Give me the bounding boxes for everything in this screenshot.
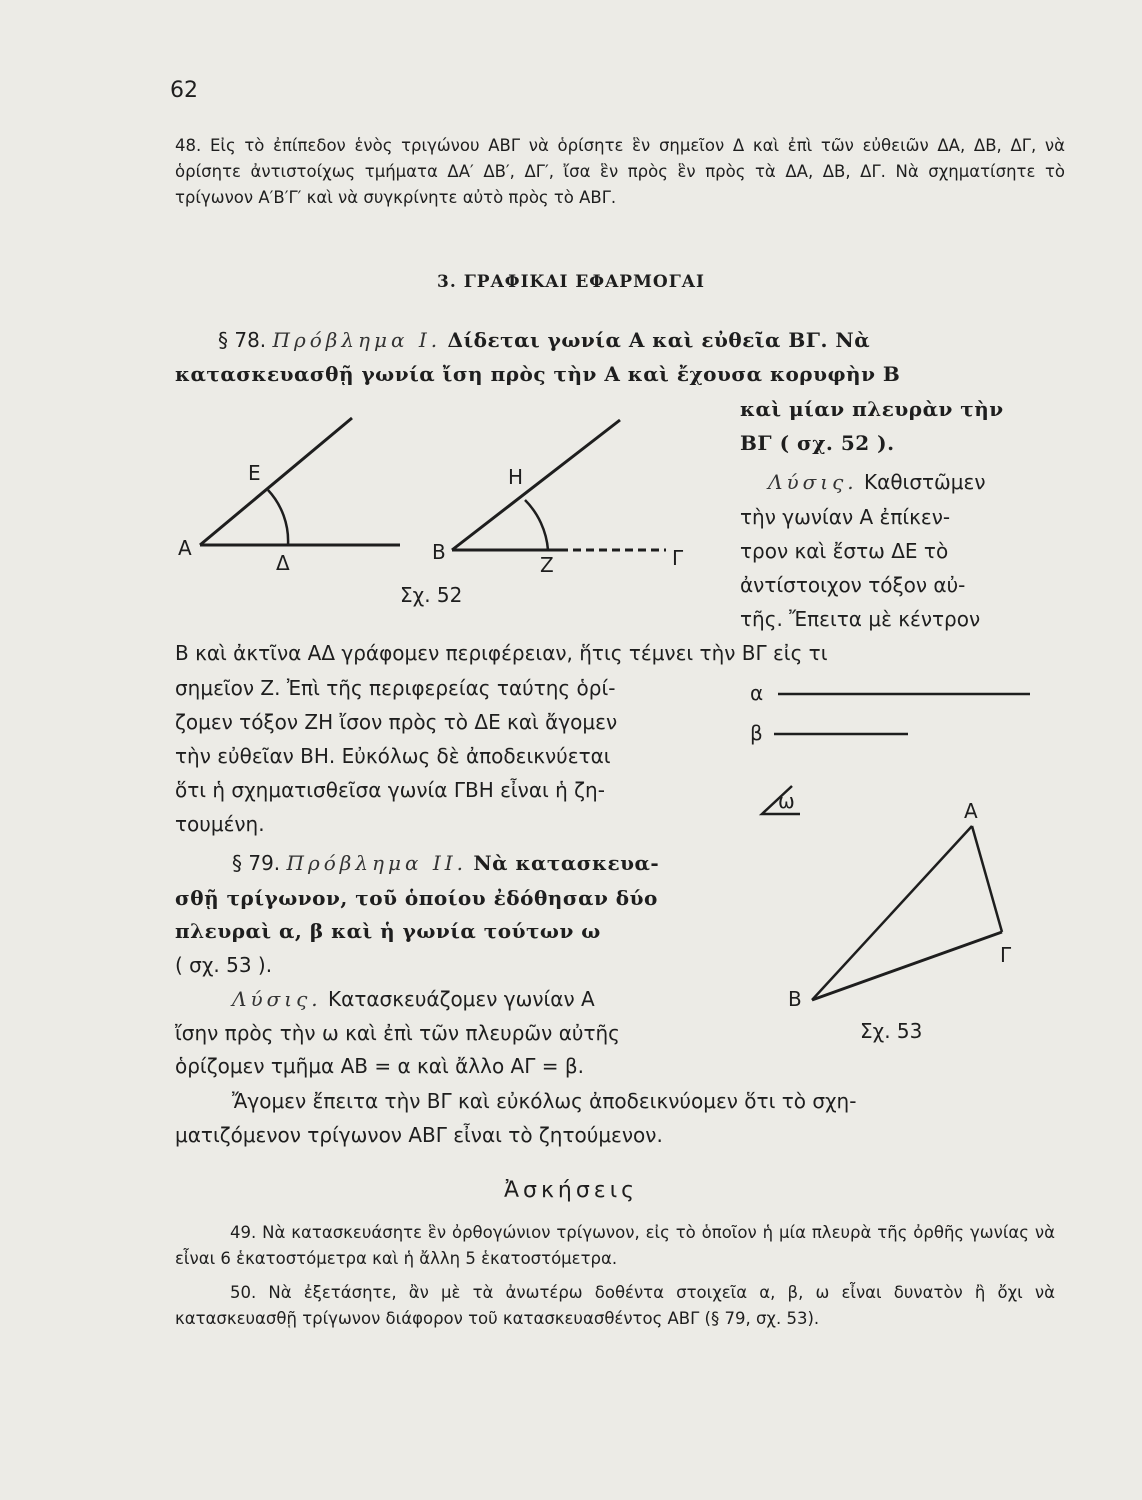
problem-78-line1 bbox=[218, 328, 870, 352]
fig53-caption: Σχ. 53 bbox=[860, 1019, 923, 1043]
problem-78-solution-line-3: ἀντίστοιχον τόξον αὐ- bbox=[740, 573, 966, 597]
fig52-arc-de bbox=[268, 490, 288, 545]
problem-79-solution-label: Λύσις. bbox=[232, 987, 322, 1011]
problem-78-number: § 78. bbox=[218, 328, 267, 352]
exercise-50: 50. Νὰ ἐξετάσητε, ἂν μὲ τὰ ἀνωτέρω δοθέντα στοιχεῖα α, β, ω εἶναι δυνατὸν ἢ ὄχι νὰ κατασκευασθῇ τρίγωνον διάφορον τοῦ κατασκευασθέντος ΑΒΓ (§ 79, σχ. 53). bbox=[175, 1283, 1055, 1329]
fig52-label-d: Δ bbox=[276, 551, 290, 575]
problem-79-solution-line-1: ἴσην πρὸς τὴν ω καὶ ἐπὶ τῶν πλευρῶν αὐτῆς bbox=[175, 1021, 620, 1045]
problem-79-statement-2: πλευραὶ α, β καὶ ἡ γωνία τούτων ω bbox=[175, 919, 601, 943]
fig53-label-omega: ω bbox=[778, 789, 795, 813]
fig52-label-a: Α bbox=[178, 536, 192, 560]
fig53-label-a: Α bbox=[964, 799, 978, 823]
problem-78-label: Πρόβλημα Ι. bbox=[272, 328, 442, 352]
fig52-label-g: Γ bbox=[672, 546, 684, 570]
problem-78-statement-3: καὶ μίαν πλευρὰν τὴν bbox=[740, 397, 1004, 421]
exercise-48: 48. Εἰς τὸ ἐπίπεδον ἑνὸς τριγώνου ΑΒΓ νὰ ὁρίσητε ἓν σημεῖον Δ καὶ ἐπὶ τῶν εὐθειῶν ΔΑ, ΔΒ, ΔΓ, νὰ ὁρίσητε ἀντιστοίχως τμήματα ΔΑ′ ΔΒ′, ΔΓ′, ἴσα ἓν πρὸς ἓν πρὸς τὰ ΔΑ, ΔΒ, ΔΓ. Νὰ σχηματίσητε τὸ τρίγωνον Α′Β′Γ′ καὶ νὰ συγκρίνητε αὐτὸ πρὸς τὸ ΑΒΓ. bbox=[175, 136, 1065, 208]
problem-78-statement-4: ΒΓ ( σχ. 52 ). bbox=[740, 431, 895, 455]
fig52-caption: Σχ. 52 bbox=[400, 583, 463, 607]
fig52-label-b: Β bbox=[432, 540, 446, 564]
fig53-side-bg bbox=[812, 932, 1002, 1000]
problem-78-statement-1: Δίδεται γωνία Α καὶ εὐθεῖα ΒΓ. Νὰ bbox=[447, 328, 871, 352]
problem-78-solution-line-4: τῆς. Ἔπειτα μὲ κέντρον bbox=[740, 607, 981, 631]
problem-78-solution-line-2: τρον καὶ ἔστω ΔΕ τὸ bbox=[740, 539, 949, 563]
fig52-label-z: Ζ bbox=[540, 553, 554, 577]
problem-78-solution-rest-2: τὴν εὐθεῖαν ΒΗ. Εὐκόλως δὲ ἀποδεικνύεται bbox=[175, 744, 611, 768]
exercise-49: 49. Νὰ κατασκευάσητε ἓν ὀρθογώνιον τρίγωνον, εἰς τὸ ὁποῖον ἡ μία πλευρὰ τῆς ὀρθῆς γωνίας νὰ εἶναι 6 ἑκατοστόμετρα καὶ ἡ ἄλλη 5 ἑκατοστόμετρα. bbox=[175, 1223, 1055, 1269]
problem-78-solution-line-1: τὴν γωνίαν Α ἐπίκεν- bbox=[740, 505, 951, 529]
figure-52 bbox=[170, 410, 710, 610]
problem-79-conclusion-1: ματιζόμενον τρίγωνον ΑΒΓ εἶναι τὸ ζητούμενον. bbox=[175, 1123, 663, 1147]
fig53-label-beta: β bbox=[750, 721, 763, 745]
fig53-side-ab bbox=[812, 826, 972, 1000]
problem-79-line1: § 79. Πρόβλημα ΙΙ. Νὰ κατασκευα- bbox=[232, 851, 660, 875]
exercises-title: Ἀσκήσεις bbox=[503, 1178, 639, 1203]
fig53-side-ag bbox=[972, 826, 1002, 932]
fig53-label-g: Γ bbox=[1000, 943, 1012, 967]
fig52-arc-zh bbox=[525, 500, 548, 550]
problem-79-label: Πρόβλημα ΙΙ. bbox=[286, 851, 468, 875]
problem-79-statement-1: σθῇ τρίγωνον, τοῦ ὁποίου ἐδόθησαν δύο bbox=[175, 886, 658, 910]
problem-79-number: § 79. bbox=[232, 851, 281, 875]
problem-78-solution-rest-4: τουμένη. bbox=[175, 812, 265, 836]
figure-53 bbox=[740, 670, 1060, 1050]
problem-79-statement-ref: ( σχ. 53 ). bbox=[175, 953, 273, 977]
problem-79-conclusion-0: Ἄγομεν ἔπειτα τὴν ΒΓ καὶ εὐκόλως ἀποδεικνύομεν ὅτι τὸ σχη- bbox=[232, 1089, 857, 1113]
problem-78-solution-rest-0: σημεῖον Ζ. Ἐπὶ τῆς περιφερείας ταύτης ὁρί- bbox=[175, 676, 616, 700]
problem-78-solution-continue: Β καὶ ἀκτῖνα ΑΔ γράφομεν περιφέρειαν, ἥτις τέμνει τὴν ΒΓ εἰς τι bbox=[175, 641, 828, 665]
problem-79-solution-line-2: ὁρίζομεν τμῆμα ΑΒ = α καὶ ἄλλο ΑΓ = β. bbox=[175, 1054, 584, 1078]
fig52-label-h: Η bbox=[508, 465, 524, 489]
fig52-ray-bh bbox=[452, 420, 620, 550]
problem-78-statement-2: κατασκευασθῇ γωνία ἴση πρὸς τὴν Α καὶ ἔχουσα κορυφὴν Β bbox=[175, 362, 901, 386]
fig53-label-b: Β bbox=[788, 987, 802, 1011]
fig53-label-alpha: α bbox=[750, 681, 764, 705]
section-heading: 3. ΓΡΑΦΙΚΑΙ ΕΦΑΡΜΟΓΑΙ bbox=[437, 272, 705, 292]
problem-78-solution-line-0: Λύσις. Καθιστῶμεν bbox=[768, 470, 986, 494]
page-number: 62 bbox=[170, 78, 198, 103]
problem-78-solution-rest-3: ὅτι ἡ σχηματισθεῖσα γωνία ΓΒΗ εἶναι ἡ ζη- bbox=[175, 778, 605, 802]
problem-79-solution-line-0: Λύσις. Κατασκευάζομεν γωνίαν Α bbox=[232, 987, 595, 1011]
fig52-ray-a-oblique bbox=[200, 418, 352, 545]
problem-78-solution-rest-1: ζομεν τόξον ΖΗ ἴσον πρὸς τὸ ΔΕ καὶ ἄγομεν bbox=[175, 710, 618, 734]
problem-78-solution-label: Λύσις. bbox=[768, 470, 858, 494]
fig52-label-e: Ε bbox=[248, 461, 261, 485]
